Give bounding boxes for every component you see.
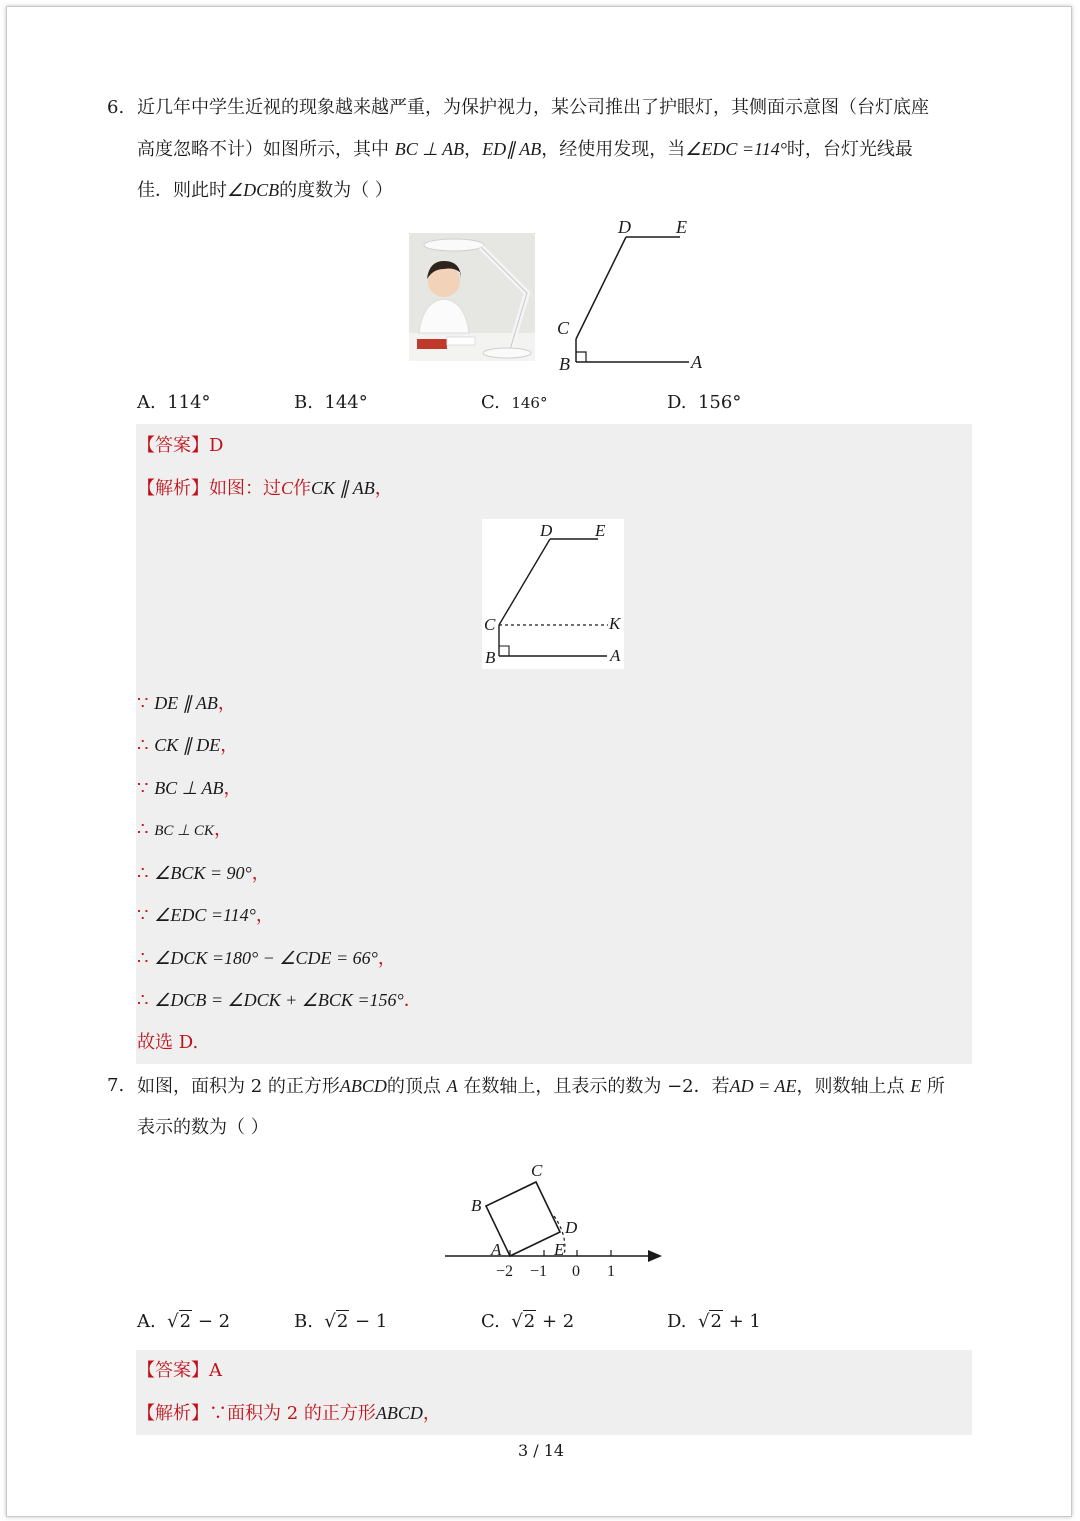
q7-line1-a: 如图，面积为 2 的正方形 xyxy=(137,1076,340,1097)
q7-option-a[interactable]: A. √2 − 2 xyxy=(137,1311,231,1332)
q7-option-c-letter: C. xyxy=(481,1311,500,1332)
q6-option-c-letter: C. xyxy=(481,392,500,413)
q6-step-2-expr: CK ∥ DE xyxy=(154,735,221,755)
q6-option-b-value: 144° xyxy=(324,392,368,413)
q7-option-d-letter: D. xyxy=(667,1311,687,1332)
q7-option-a-radicand: 2 xyxy=(179,1311,192,1332)
q6-ed-parallel-ab: ED∥ AB xyxy=(482,139,542,159)
q6-fig2-label-k: K xyxy=(609,614,621,633)
q6-analysis-tag: 【解析】 xyxy=(137,478,209,499)
q7-option-b-letter: B. xyxy=(294,1311,313,1332)
q7-option-b-rest: − 1 xyxy=(349,1311,388,1332)
q6-line2-sep: ， xyxy=(464,139,483,160)
q6-step-5-sym: ∴ xyxy=(137,863,149,884)
q7-tick-0: 0 xyxy=(572,1263,580,1280)
q6-step-2 xyxy=(137,735,238,756)
q6-step-1-expr: DE ∥ AB xyxy=(154,693,218,713)
q6-fig2-label-a: A xyxy=(610,646,621,665)
q6-line2-text-b: ，经使用发现，当 xyxy=(541,139,686,160)
q7-fig-label-d: D xyxy=(565,1218,578,1237)
q6-step-2-sym: ∴ xyxy=(137,735,149,756)
q6-option-d-value: 156° xyxy=(697,392,742,413)
q6-step-5-end: ， xyxy=(251,863,270,884)
q7-tick-1: 1 xyxy=(607,1263,615,1280)
q6-option-a-value: 114° xyxy=(167,392,211,413)
q7-option-b[interactable]: B. √2 − 1 xyxy=(294,1311,388,1332)
q6-step-4-sym: ∴ xyxy=(137,819,149,840)
q7-ad-eq-ae: AD = AE xyxy=(729,1076,797,1096)
q7-answer-tag: 【答案】 xyxy=(137,1360,209,1381)
q6-answer-tag: 【答案】 xyxy=(137,435,209,456)
q7-analysis-abcd: ABCD xyxy=(375,1403,423,1423)
q6-fig-label-c: C xyxy=(557,318,570,338)
q6-figure xyxy=(548,214,708,374)
q7-answer xyxy=(137,1361,222,1381)
q6-step-7 xyxy=(137,948,396,969)
q6-line3-text-a: 佳．则此时 xyxy=(137,180,227,201)
q7-option-a-letter: A. xyxy=(137,1311,156,1332)
q6-option-d[interactable] xyxy=(667,393,741,413)
q6-step-3 xyxy=(137,778,242,799)
q7-fig-label-b: B xyxy=(471,1196,482,1215)
q7-point-e: E xyxy=(910,1076,922,1096)
q6-option-a-letter: A. xyxy=(137,392,156,413)
q6-step-3-sym: ∵ xyxy=(137,778,149,799)
q6-angle-dcb: ∠DCB xyxy=(227,180,280,200)
q6-analysis-c: C xyxy=(281,478,294,498)
q6-bc-perp-ab: BC ⊥ AB xyxy=(394,139,465,159)
q6-conclusion: 故选 D. xyxy=(137,1032,199,1053)
q7-point-a: A xyxy=(446,1076,458,1096)
q6-answer xyxy=(137,436,223,456)
q7-line1 xyxy=(137,1076,945,1097)
q6-option-b-letter: B. xyxy=(294,392,313,413)
q6-step-6-expr: ∠EDC =114° xyxy=(154,905,256,925)
q6-step-7-expr: ∠DCK =180° − ∠CDE = 66° xyxy=(154,948,378,968)
q6-step-4 xyxy=(137,820,232,841)
q6-step-8 xyxy=(137,990,422,1011)
q6-step-6 xyxy=(137,905,274,926)
q6-answer-value: D xyxy=(209,435,224,456)
q6-step-7-end: ， xyxy=(377,948,396,969)
q7-line1-c: 在数轴上，且表示的数为 −2．若 xyxy=(463,1076,730,1097)
q7-analysis-end: ， xyxy=(422,1403,441,1424)
q6-option-a[interactable] xyxy=(137,393,211,413)
q6-line2-text-c: 时，台灯光线最 xyxy=(786,139,913,160)
q6-step-7-sym: ∴ xyxy=(137,948,149,969)
q7-fig-label-a: A xyxy=(491,1240,502,1259)
q7-option-d-radicand: 2 xyxy=(710,1311,722,1332)
q6-analysis-figure xyxy=(482,519,624,669)
q6-step-4-expr: BC ⊥ CK xyxy=(154,823,214,839)
q7-option-a-rest: − 2 xyxy=(192,1311,231,1332)
q7-option-c-rest: + 2 xyxy=(536,1311,575,1332)
q6-step-3-end: ， xyxy=(223,778,242,799)
q6-fig-label-a: A xyxy=(691,352,702,372)
q7-analysis-a: ∵面积为 2 的正方形 xyxy=(209,1403,376,1424)
q6-option-c[interactable] xyxy=(481,393,547,413)
q6-fig2-label-e: E xyxy=(595,521,606,540)
q7-number: 7. xyxy=(107,1075,125,1096)
q6-analysis-intro xyxy=(137,478,393,499)
q6-line3-text-b: 的度数为（ ） xyxy=(279,180,393,201)
q7-fig-label-c: C xyxy=(531,1161,543,1180)
q7-option-d[interactable]: D. √2 + 1 xyxy=(667,1311,761,1332)
q7-abcd: ABCD xyxy=(339,1076,387,1096)
q7-tick-minus2: −2 xyxy=(496,1263,514,1280)
q7-option-d-rest: + 1 xyxy=(722,1311,761,1332)
q6-fig-label-b: B xyxy=(559,354,570,374)
q7-option-c-radicand: 2 xyxy=(523,1311,536,1332)
q6-fig-label-e: E xyxy=(676,217,687,237)
q6-number: 6. xyxy=(107,97,125,118)
q6-line2-text-a: 高度忽略不计）如图所示，其中 xyxy=(137,139,389,160)
q7-line1-b: 的顶点 xyxy=(386,1076,441,1097)
q6-analysis-end: ， xyxy=(374,478,393,499)
q7-line1-d: ，则数轴上点 xyxy=(796,1076,905,1097)
q7-analysis xyxy=(137,1403,441,1424)
q6-fig-label-d: D xyxy=(618,217,631,237)
page-number: 3 / 14 xyxy=(518,1441,565,1460)
q6-analysis-ck: CK ∥ AB xyxy=(311,478,375,498)
q7-option-b-radicand: 2 xyxy=(336,1311,349,1332)
q6-analysis-text-b: 作 xyxy=(293,478,312,499)
q7-line2: 表示的数为（ ） xyxy=(137,1117,269,1138)
q7-fig-label-e: E xyxy=(554,1240,565,1259)
q6-step-5 xyxy=(137,863,270,884)
q6-step-6-sym: ∵ xyxy=(137,905,149,926)
q6-fig2-label-d: D xyxy=(540,521,553,540)
q6-step-1-sym: ∵ xyxy=(137,693,149,714)
q6-line3 xyxy=(137,180,393,201)
q7-figure xyxy=(440,1158,670,1282)
q7-analysis-tag: 【解析】 xyxy=(137,1403,209,1424)
q6-step-2-end: ， xyxy=(220,735,239,756)
q6-step-6-end: ， xyxy=(255,905,274,926)
q6-option-d-letter: D. xyxy=(667,392,687,413)
q6-fig2-label-c: C xyxy=(484,615,496,634)
q6-line1: 近几年中学生近视的现象越来越严重，为保护视力，某公司推出了护眼灯，其侧面示意图（台灯底座 xyxy=(137,97,929,118)
q6-step-1-end: ， xyxy=(217,693,236,714)
q7-answer-value: A xyxy=(209,1360,222,1381)
q6-step-1 xyxy=(137,693,236,714)
q6-step-8-end: ． xyxy=(403,990,422,1011)
q6-step-8-sym: ∴ xyxy=(137,990,149,1011)
q7-line1-e: 所 xyxy=(926,1076,945,1097)
q6-step-8-expr: ∠DCB = ∠DCK + ∠BCK =156° xyxy=(154,990,404,1010)
q6-angle-edc: ∠EDC =114° xyxy=(685,139,787,159)
q6-analysis-text-a: 如图：过 xyxy=(209,478,281,499)
q6-option-c-value: 146° xyxy=(511,394,548,412)
q6-lamp-photo xyxy=(409,233,535,361)
q6-step-3-expr: BC ⊥ AB xyxy=(154,778,224,798)
q6-step-5-expr: ∠BCK = 90° xyxy=(154,863,252,883)
q6-fig2-label-b: B xyxy=(485,648,496,667)
q6-option-b[interactable] xyxy=(294,393,368,413)
q6-line2 xyxy=(137,139,913,160)
q6-step-4-end: ， xyxy=(213,819,232,840)
q7-option-c[interactable]: C. √2 + 2 xyxy=(481,1311,575,1332)
q7-tick-minus1: −1 xyxy=(530,1263,548,1280)
